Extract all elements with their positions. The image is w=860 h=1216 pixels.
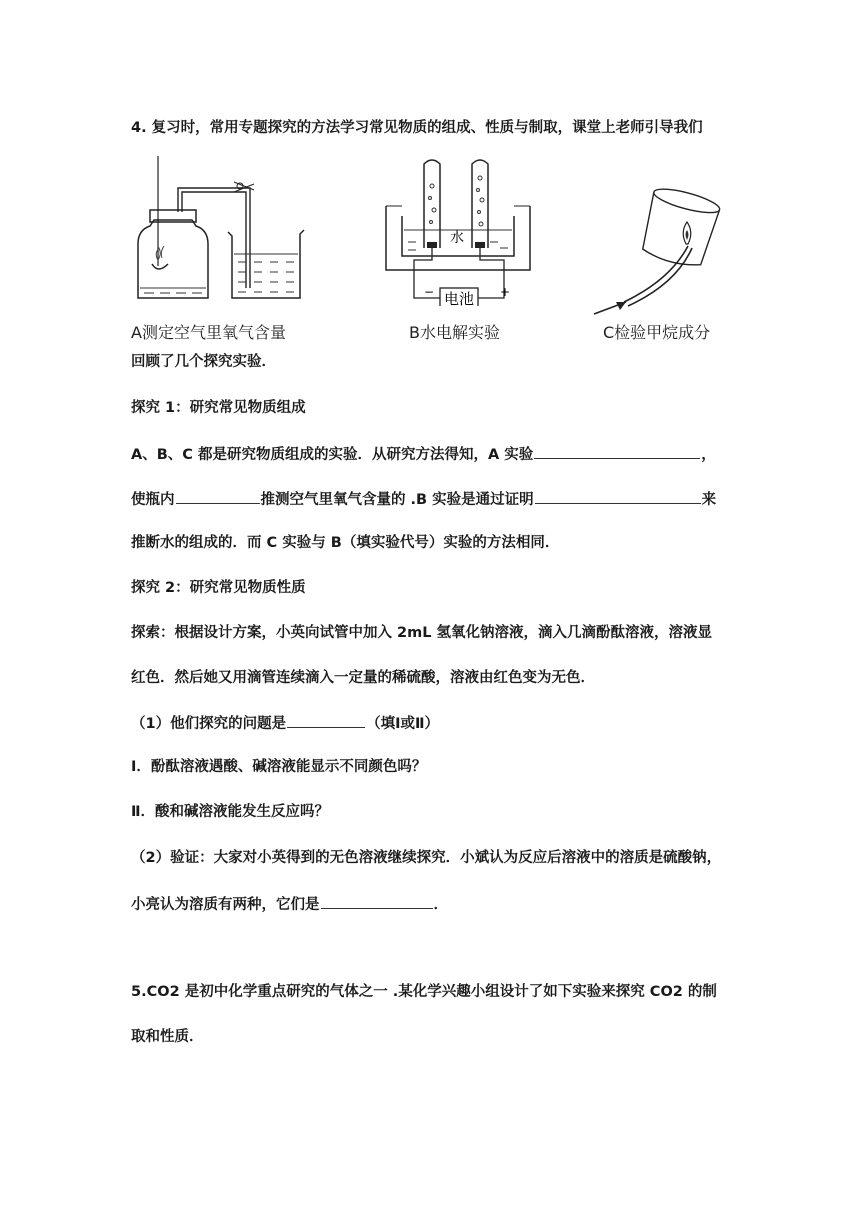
question1-hint: （填Ⅰ或Ⅱ）	[366, 716, 440, 732]
option-2: Ⅱ．酸和碱溶液能发生反应吗？	[131, 804, 330, 820]
q4-intro: 4. 复习时，常用专题探究的方法学习常见物质的组成、性质与制取，课堂上老师引导我们	[131, 120, 703, 136]
inquiry1-line1	[131, 443, 716, 465]
question2-line2-text: 小亮认为溶质有两种，它们是	[131, 897, 320, 913]
q5-line2: 取和性质．	[131, 1029, 204, 1045]
figure-b-plus-label: +	[500, 285, 511, 299]
figure-b-water-label: 水	[450, 230, 464, 246]
figure-b-minus-label: −	[424, 285, 435, 299]
explore-line1: 探索：根据设计方案，小英向试管中加入 2mL 氢氧化钠溶液，滴入几滴酚酞溶液，溶液显	[131, 625, 713, 641]
inquiry1-line2	[131, 488, 716, 510]
figure-b-caption: B水电解实验	[409, 323, 500, 342]
q4-intro-continued: 回顾了几个探究实验．	[131, 354, 276, 370]
figure-b-electrolysis-apparatus	[380, 156, 540, 306]
q5-line1: 5.CO2 是初中化学重点研究的气体之一 .某化学兴趣小组设计了如下实验来探究 CO2 的制	[131, 984, 717, 1000]
answer-blank-q2-solutes[interactable]	[321, 893, 433, 909]
question1	[131, 712, 439, 734]
question1-text: （1）他们探究的问题是	[131, 716, 287, 732]
figure-b-battery-label: 电池	[444, 290, 475, 306]
inquiry1-title: 探究 1：研究常见物质组成	[131, 400, 306, 416]
answer-blank-b-proof[interactable]	[535, 488, 701, 504]
question2-line2-end: ．	[433, 897, 448, 913]
option-1: Ⅰ．酚酞溶液遇酸、碱溶液能显示不同颜色吗？	[131, 759, 427, 775]
inquiry2-title: 探究 2：研究常见物质性质	[131, 580, 306, 596]
inquiry1-line2-start: 使瓶内	[131, 492, 175, 508]
figure-a-oxygen-apparatus	[128, 156, 328, 306]
inquiry1-line2-mid: 推测空气里氧气含量的 .B 实验是通过证明	[260, 492, 534, 508]
question2-line1: （2）验证：大家对小英得到的无色溶液继续探究．小斌认为反应后溶液中的溶质是硫酸钠，	[131, 850, 722, 866]
figure-c-methane-apparatus	[590, 186, 740, 316]
figure-c-caption: C检验甲烷成分	[603, 323, 711, 342]
question2-line2	[131, 893, 448, 915]
figure-a-caption: A测定空气里氧气含量	[131, 323, 286, 342]
answer-blank-q1[interactable]	[287, 712, 365, 728]
inquiry1-line1-text: A、B、C 都是研究物质组成的实验．从研究方法得知，A 实验	[131, 447, 534, 463]
inquiry1-line2-end: 来	[701, 492, 717, 508]
inquiry1-line1-end: ，	[701, 447, 716, 463]
answer-blank-a-method[interactable]	[534, 443, 700, 459]
answer-blank-bottle[interactable]	[176, 488, 260, 504]
inquiry1-line3: 推断水的组成的．而 C 实验与 B（填实验代号）实验的方法相同．	[131, 535, 560, 551]
explore-line2: 红色．然后她又用滴管连续滴入一定量的稀硫酸，溶液由红色变为无色．	[131, 670, 595, 686]
